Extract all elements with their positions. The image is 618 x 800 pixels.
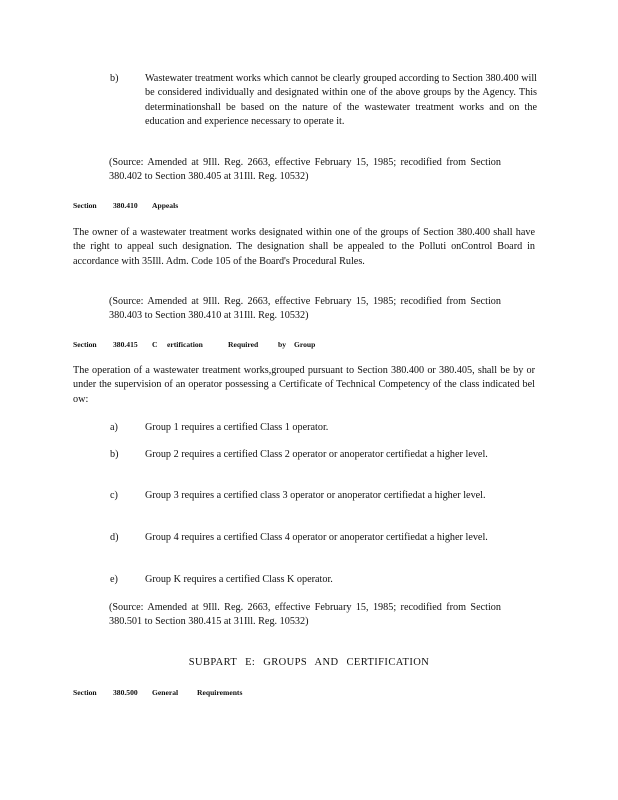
- list-item: Group 4 requires a certified Class 4 operator or anoperator certifiedat a higher level.: [145, 532, 488, 543]
- section-word: Section: [73, 340, 97, 349]
- paragraph-item-b: Wastewater treatment works which cannot be clearly grouped according to Section 380.400 will be considered individually and designated within one of the above groups by the Agency. This determinationshall be based on the nature of the wastewater treatment works and on the education and experience necessary to operate it.: [145, 73, 537, 127]
- source-note: (Source: Amended at 9Ill. Reg. 2663, effective February 15, 1985; recodified from Section 380.403 to Section 380.410 at 31Ill. Reg. 10532): [109, 296, 501, 322]
- list-item: Group 2 requires a certified Class 2 operator or anoperator certifiedat a higher level.: [145, 449, 488, 460]
- source-note: (Source: Amended at 9Ill. Reg. 2663, effective February 15, 1985; recodified from Section 380.501 to Section 380.415 at 31Ill. Reg. 10532): [109, 602, 501, 628]
- section-word: Section: [73, 201, 97, 210]
- list-label: e): [110, 574, 118, 585]
- subpart-heading: SUBPART E: GROUPS AND CERTIFICATION: [188, 657, 430, 668]
- list-label: b): [110, 449, 119, 460]
- paragraph-certification: The operation of a wastewater treatment works,grouped pursuant to Section 380.400 or 380.405, shall be by or under the supervision of an operator possessing a Certificate of Technical Competency of the class indicated bel ow:: [73, 365, 535, 405]
- list-label: b): [110, 73, 119, 84]
- list-label: d): [110, 532, 119, 543]
- section-number: 380.410: [113, 201, 138, 210]
- section-title: Appeals: [152, 201, 179, 210]
- section-number: 380.415: [113, 340, 138, 349]
- section-title-part: ertification: [167, 340, 203, 349]
- section-title-part: General: [152, 688, 179, 697]
- source-note: (Source: Amended at 9Ill. Reg. 2663, effective February 15, 1985; recodified from Section 380.402 to Section 380.405 at 31Ill. Reg. 10532): [109, 157, 501, 183]
- section-number: 380.500: [113, 688, 138, 697]
- section-word: Section: [73, 688, 97, 697]
- section-title-part: by: [278, 340, 287, 349]
- section-title-part: Group: [294, 340, 316, 349]
- section-title-part: Requirements: [197, 688, 243, 697]
- section-title-part: C: [152, 340, 158, 349]
- list-item: Group 1 requires a certified Class 1 operator.: [145, 422, 329, 433]
- list-label: c): [110, 490, 118, 501]
- section-title-part: Required: [228, 340, 259, 349]
- list-item: Group 3 requires a certified class 3 operator or anoperator certifiedat a higher level.: [145, 490, 486, 501]
- list-item: Group K requires a certified Class K operator.: [145, 574, 333, 585]
- paragraph-appeals: The owner of a wastewater treatment works designated within one of the groups of Section 380.400 shall have the right to appeal such designation. The designation shall be appealed to the Polluti onControl Board in accordance with 35Ill. Adm. Code 105 of the Board's Procedural Rules.: [73, 227, 535, 267]
- list-label: a): [110, 422, 118, 433]
